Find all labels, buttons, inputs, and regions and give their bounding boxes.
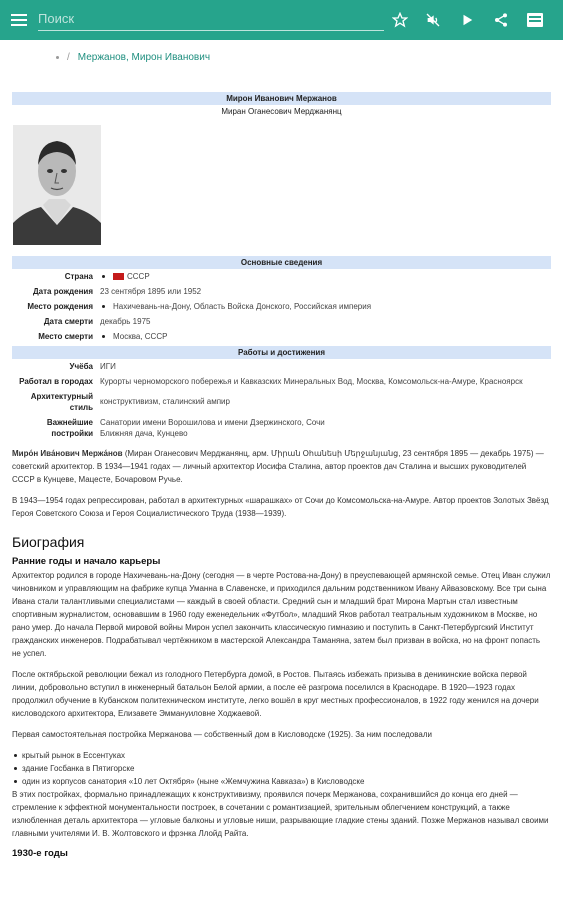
breadcrumb-home-dot[interactable] xyxy=(56,56,59,59)
article-content xyxy=(12,92,551,859)
infobox-row-style xyxy=(12,389,551,415)
birthplace-label: Место рождения xyxy=(27,302,93,311)
breadcrumb-current[interactable]: Мержанов, Мирон Иванович xyxy=(77,52,211,63)
intro-text: (Миран Оганесович Мерджанянц, арм. Միրան Օհանեսի Մերջանյանց, 23 сентября 1895 — декабрь 1975) — советский архитектор. В 1934—1941 годах — личный архитектор Иосифа Сталина, автор проектов дач Сталина и высших руководителей СССР в Кунцеве, Мацесте, Бочаровом Ручье. xyxy=(12,449,544,484)
buildings-label: Важнейшие постройки xyxy=(46,418,93,438)
country-label: Страна xyxy=(64,272,93,281)
infobox-row-birth xyxy=(12,284,551,299)
infobox-section-works: Работы и достижения xyxy=(12,346,551,359)
ussr-flag-icon xyxy=(113,273,124,280)
intro-name: Миро́н Ива́нович Мержа́нов xyxy=(12,449,123,458)
list-item: здание Госбанка в Пятигорске xyxy=(12,762,551,775)
tts-toggle-button[interactable] xyxy=(421,8,445,32)
buildings-value-1[interactable]: Санатории имени Ворошилова и имени Дзержинского, Сочи xyxy=(100,418,325,427)
share-icon xyxy=(493,12,509,28)
worked-label: Работал в городах xyxy=(19,377,93,386)
intro-paragraph xyxy=(12,447,551,486)
play-icon xyxy=(460,13,474,27)
infobox-row-birthplace xyxy=(12,299,551,314)
infobox-row-deathplace xyxy=(12,329,551,344)
study-value[interactable]: ИГИ xyxy=(100,362,116,371)
subsection-heading-early: Ранние годы и начало карьеры xyxy=(12,556,161,567)
early-paragraph-2: После октябрьской революции бежал из голодного Петербурга домой, в Ростов. Пытаясь избежать призыва в деникинские войска первой линии, добровольно вступил в инженерный батальон Белой армии, а после её разгрома поселился в Краснодаре. В 1920—1923 годах продолжил обучение в Кубанском политехническом институте, легко вошёл в круг местных профессионалов, в 1922 году женился на дочери кисловодского архитектора, Елизавете Эммануиловне Ходжаевой. xyxy=(12,670,539,718)
country-value[interactable]: СССР xyxy=(127,272,150,281)
list-item: один из корпусов санатория «10 лет Октября» (ныне «Жемчужина Кавказа») в Кисловодске xyxy=(12,775,551,788)
infobox-title: Мирон Иванович Мержанов xyxy=(12,92,551,105)
infobox-row-worked xyxy=(12,374,551,389)
deathplace-label: Место смерти xyxy=(38,332,93,341)
death-label: Дата смерти xyxy=(43,317,93,326)
infobox-section-main: Основные сведения xyxy=(12,256,551,269)
worked-value[interactable]: Курорты черноморского побережья и Кавказских Минеральных Вод, Москва, Комсомольск-на-Амуре, Красноярск xyxy=(100,377,523,386)
birthplace-value[interactable]: Нахичевань-на-Дону, Область Войска Донского, Российская империя xyxy=(113,302,372,311)
birth-value: 23 сентября 1895 или 1952 xyxy=(100,287,202,296)
play-button[interactable] xyxy=(455,8,479,32)
mute-icon xyxy=(425,12,441,28)
infobox-row-country xyxy=(12,269,551,284)
early-paragraph-3: Первая самостоятельная постройка Мержанова — собственный дом в Кисловодске (1925). За ним последовали xyxy=(12,730,432,739)
share-button[interactable] xyxy=(489,8,513,32)
early-paragraph-4: В этих постройках, формально принадлежащих к конструктивизму, проявился почерк Мержанова, сохранившийся до конца его дней — стремление к эффектной монументальности построек, в сочетании с романтизацией, зрительным облегчением конструкций, а также излюбленная деталь архитектора — угловые балконы и угловые ниши, разрывающие гладкие стены зданий. Позже Мержанов называл своими главными учителями И. В. Жолтовского и фрэнка Ллойд Райта. xyxy=(12,790,549,838)
app-bar xyxy=(0,0,563,40)
search-input[interactable] xyxy=(38,7,384,29)
style-value[interactable]: конструктивизм, сталинский ампир xyxy=(100,397,230,406)
search-field xyxy=(38,7,384,31)
portrait-photo[interactable] xyxy=(13,125,101,245)
infobox-row-death xyxy=(12,314,551,329)
breadcrumb-separator: / xyxy=(67,52,70,63)
menu-icon xyxy=(11,14,27,26)
infobox-row-study xyxy=(12,359,551,374)
bookmark-button[interactable] xyxy=(388,8,412,32)
intro-paragraph-2: В 1943—1954 годах репрессирован, работал в архитектурных «шарашках» от Сочи до Комсомольска-на-Амуре. Автор проектов Золотых Звёзд Героя Советского Союза и Героя Социалистического Труда (1938—1939). xyxy=(12,496,549,518)
early-paragraph-1: Архитектор родился в городе Нахичевань-на-Дону (сегодня — в черте Ростова-на-Дону) в преуспевающей армянской семье. Отец Иван служил чиновником и управляющим на фабрике купца Уманна в Славенске, и приходился дальним родственником Ивану Айвазовскому. Все три сына Ивана стали талантливыми специалистами — каждый в своей области. Средний сын и младший брат Мирона Мартын стал известным спортивным журналистом, основавшим в 1960 году еженедельник «Футбол», младший Яков работал театральным художником в Москве, но рано умер. До начала Первой мировой войны Мирон успел закончить классическую гимназию и поступить в Санкт-Петербургский Институт гражданских инженеров. Подрабатывал чертёжником в мастерской Александра Таманяна, затем был призван в войска, но на фронт попасть не успел. xyxy=(12,571,551,658)
view-mode-button[interactable] xyxy=(523,8,547,32)
birth-label: Дата рождения xyxy=(32,287,93,296)
view-icon xyxy=(527,13,543,27)
early-buildings-list xyxy=(12,749,551,788)
section-heading-biography: Биография xyxy=(12,534,85,550)
menu-button[interactable] xyxy=(0,0,38,40)
study-label: Учёба xyxy=(69,362,93,371)
death-value: декабрь 1975 xyxy=(100,317,151,326)
infobox-original-name: Миран Оганесович Мерджанянц xyxy=(221,107,342,116)
infobox-row-buildings xyxy=(12,415,551,441)
buildings-value-2[interactable]: Ближняя дача, Кунцево xyxy=(100,429,188,438)
deathplace-value[interactable]: Москва, СССР xyxy=(113,332,168,341)
style-label: Архитектурный стиль xyxy=(30,392,93,412)
breadcrumb xyxy=(56,52,210,63)
list-item: крытый рынок в Ессентуках xyxy=(12,749,551,762)
star-icon xyxy=(392,12,408,28)
subsection-heading-1930s: 1930-е годы xyxy=(12,848,68,859)
